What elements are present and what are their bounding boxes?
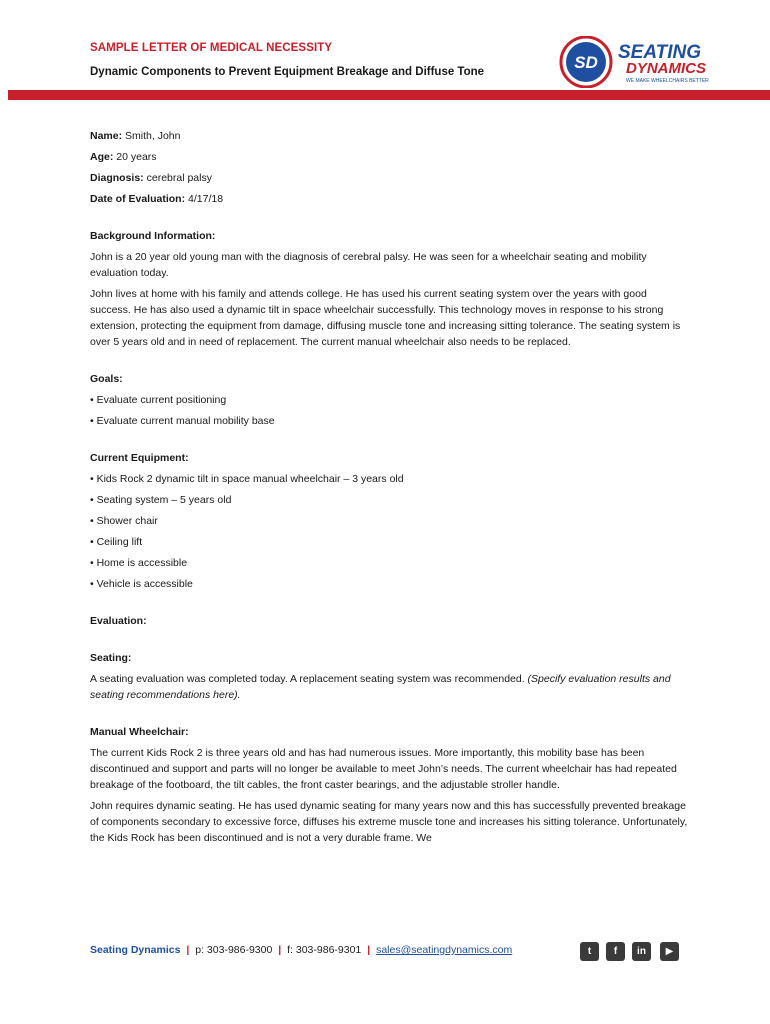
document-subtitle: Dynamic Components to Prevent Equipment Breakage and Diffuse Tone	[90, 66, 485, 78]
youtube-icon[interactable]: ▶	[660, 942, 679, 961]
list-item: • Evaluate current manual mobility base	[90, 413, 690, 429]
list-item: • Seating system – 5 years old	[90, 492, 690, 508]
field-age: Age: 20 years	[90, 151, 157, 163]
seating-dynamics-logo	[558, 36, 728, 88]
list-item: • Evaluate current positioning	[90, 392, 690, 408]
field-name: Name: Smith, John	[90, 130, 181, 142]
background-paragraph-1: John is a 20 year old young man with the diagnosis of cerebral palsy. He was seen for a wheelchair seating and mobility evaluation today.	[90, 251, 647, 279]
footer-contact: Seating Dynamics | p: 303-986-9300 | f: 303-986-9301 | sales@seatingdynamics.com	[90, 944, 513, 956]
equipment-list	[90, 471, 690, 592]
logo-word-dynamics: DYNAMICS	[626, 60, 707, 77]
equipment-heading: Current Equipment:	[90, 452, 189, 464]
header-divider-bar	[8, 90, 770, 100]
document-title: SAMPLE LETTER OF MEDICAL NECESSITY	[90, 42, 333, 54]
logo-tagline: WE MAKE WHEELCHAIRS BETTER	[626, 78, 709, 84]
goals-heading: Goals:	[90, 373, 123, 385]
list-item: • Ceiling lift	[90, 534, 690, 550]
list-item: • Shower chair	[90, 513, 690, 529]
list-item: • Home is accessible	[90, 555, 690, 571]
background-heading: Background Information:	[90, 230, 216, 242]
facebook-icon[interactable]: f	[606, 942, 625, 961]
list-item: • Kids Rock 2 dynamic tilt in space manual wheelchair – 3 years old	[90, 471, 690, 487]
background-paragraph-2: John lives at home with his family and attends college. He has used his current seating system over the years with good success. He has also used a dynamic tilt in space wheelchair successfully. This technology moves in response to his strong extension, protecting the equipment from damage, diffusing muscle tone and increasing sitting tolerance. The seating system is over 5 years old and in need of replacement. The current manual wheelchair also needs to be replaced.	[90, 288, 681, 348]
linkedin-icon[interactable]: in	[632, 942, 651, 961]
logo-mark: SD	[574, 53, 598, 72]
twitter-icon[interactable]: t	[580, 942, 599, 961]
wheelchair-paragraph-1: The current Kids Rock 2 is three years old and has had numerous issues. More importantly, this mobility base has been discontinued and support and parts will no longer be available to meet John’s needs. The current wheelchair has had repeated breakage of the footboard, the tilt cables, the front caster bearings, and the adjustable stroller handle.	[90, 747, 677, 791]
evaluation-heading: Evaluation:	[90, 615, 147, 627]
footer-fax: f: 303-986-9301	[287, 944, 362, 956]
goals-list	[90, 392, 690, 429]
footer-email-link[interactable]: sales@seatingdynamics.com	[376, 944, 513, 956]
seating-heading: Seating:	[90, 652, 132, 664]
footer-brand: Seating Dynamics	[90, 944, 181, 956]
list-item: • Vehicle is accessible	[90, 576, 690, 592]
letter-body	[90, 128, 690, 851]
logo-word-seating: SEATING	[618, 42, 702, 63]
field-date: Date of Evaluation: 4/17/18	[90, 193, 224, 205]
wheelchair-heading: Manual Wheelchair:	[90, 726, 189, 738]
footer-phone: p: 303-986-9300	[195, 944, 273, 956]
seating-paragraph: A seating evaluation was completed today. A replacement seating system was recommended. (Specify evaluation results and seating recommendations here).	[90, 673, 671, 701]
wheelchair-paragraph-2: John requires dynamic seating. He has used dynamic seating for many years now and this has successfully prevented breakage of components secondary to excessive force, diffuses his extreme muscle tone and increases his sitting tolerance. Unfortunately, the Kids Rock has been discontinued and is not a very durable frame. We	[90, 800, 688, 844]
field-diagnosis: Diagnosis: cerebral palsy	[90, 172, 212, 184]
